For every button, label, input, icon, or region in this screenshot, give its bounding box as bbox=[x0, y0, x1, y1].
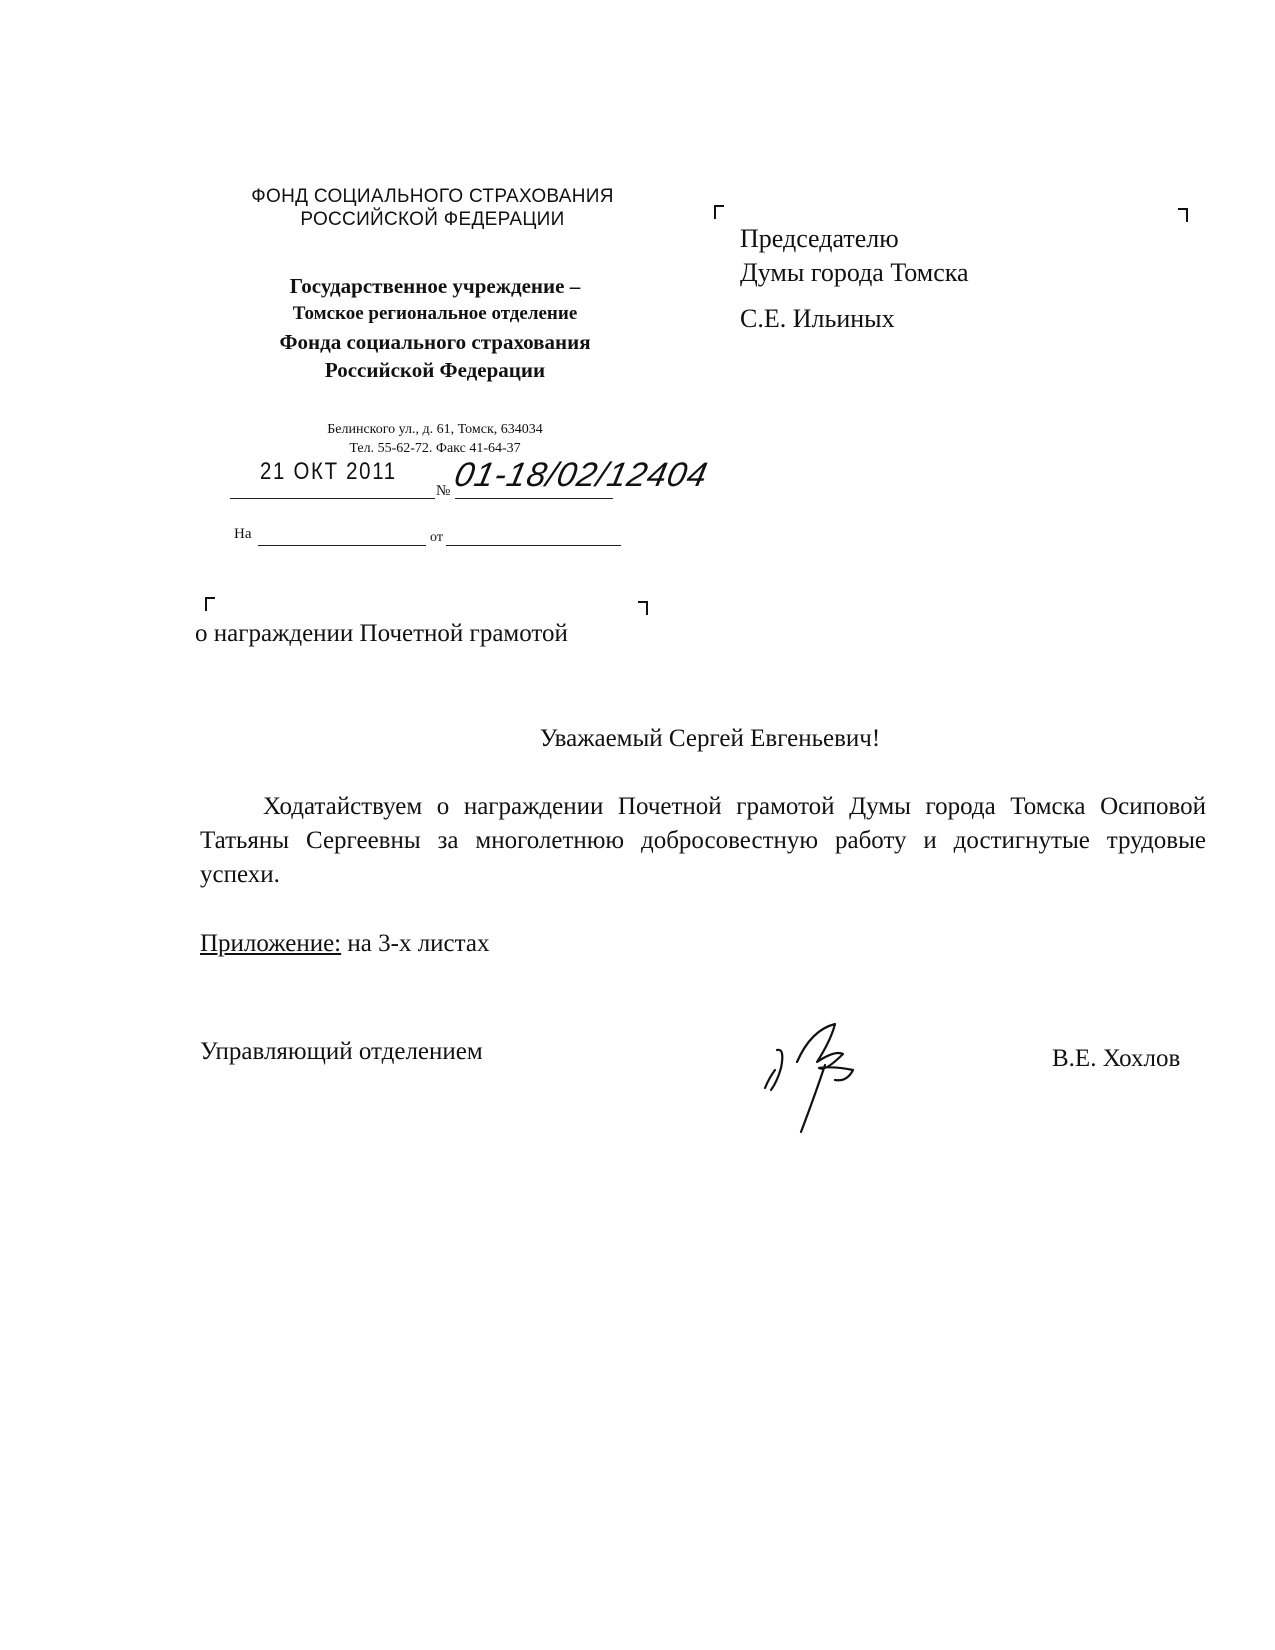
subject-corner-top-right bbox=[638, 601, 648, 615]
institution-line2: Томское региональное отделение bbox=[292, 303, 578, 324]
reply-to-label: На bbox=[234, 526, 252, 542]
attachment-text: на 3-х листах bbox=[341, 930, 490, 957]
registration-number-line bbox=[455, 498, 613, 499]
institution-line3: Фонда социального страхования bbox=[279, 330, 591, 354]
recipient-corner-top-left bbox=[714, 205, 724, 219]
fund-name-line2: РОССИЙСКОЙ ФЕДЕРАЦИИ bbox=[300, 209, 565, 230]
fund-name-line1: ФОНД СОЦИАЛЬНОГО СТРАХОВАНИЯ bbox=[251, 186, 614, 207]
attachment-label: Приложение: bbox=[200, 930, 342, 957]
subject-corner-top-left bbox=[205, 597, 215, 611]
institution-line1: Государственное учреждение – bbox=[289, 274, 581, 298]
registration-number: 01-18/02/12404 bbox=[451, 456, 712, 494]
registration-date-stamp: 21 ОКТ 2011 bbox=[260, 458, 397, 485]
registration-number-label: № bbox=[436, 483, 451, 499]
recipient-position bbox=[740, 222, 1160, 290]
fund-name bbox=[220, 185, 645, 231]
signer-title: Управляющий отделением bbox=[200, 1038, 483, 1065]
letter-greeting: Уважаемый Сергей Евгеньевич! bbox=[539, 725, 881, 752]
recipient-line2: Думы города Томска bbox=[740, 258, 969, 287]
signer-name: В.Е. Хохлов bbox=[1052, 1045, 1181, 1072]
registration-date-line bbox=[230, 498, 435, 499]
address-line2: Тел. 55-62-72. Факс 41-64-37 bbox=[349, 441, 521, 456]
handwritten-signature bbox=[755, 1010, 885, 1135]
reply-date-label: от bbox=[430, 530, 443, 545]
attachment-note bbox=[200, 930, 489, 958]
institution-line4: Российской Федерации bbox=[324, 358, 546, 382]
letter-body: Ходатайствуем о награждении Почетной грамотой Думы города Томска Осиповой Татьяны Сергеевны за многолетнюю добросовестную работу и достигнутые трудовые успехи. bbox=[200, 793, 1206, 888]
letter-subject: о награждении Почетной грамотой bbox=[195, 620, 568, 647]
recipient-line1: Председателю bbox=[740, 224, 899, 253]
recipient-corner-top-right bbox=[1178, 208, 1188, 222]
reply-to-line bbox=[258, 545, 426, 546]
recipient-name: С.Е. Ильиных bbox=[740, 304, 895, 333]
institution-name bbox=[225, 272, 645, 384]
institution-address bbox=[250, 420, 620, 458]
reply-date-line bbox=[446, 545, 621, 546]
address-line1: Белинского ул., д. 61, Томск, 634034 bbox=[327, 422, 543, 437]
